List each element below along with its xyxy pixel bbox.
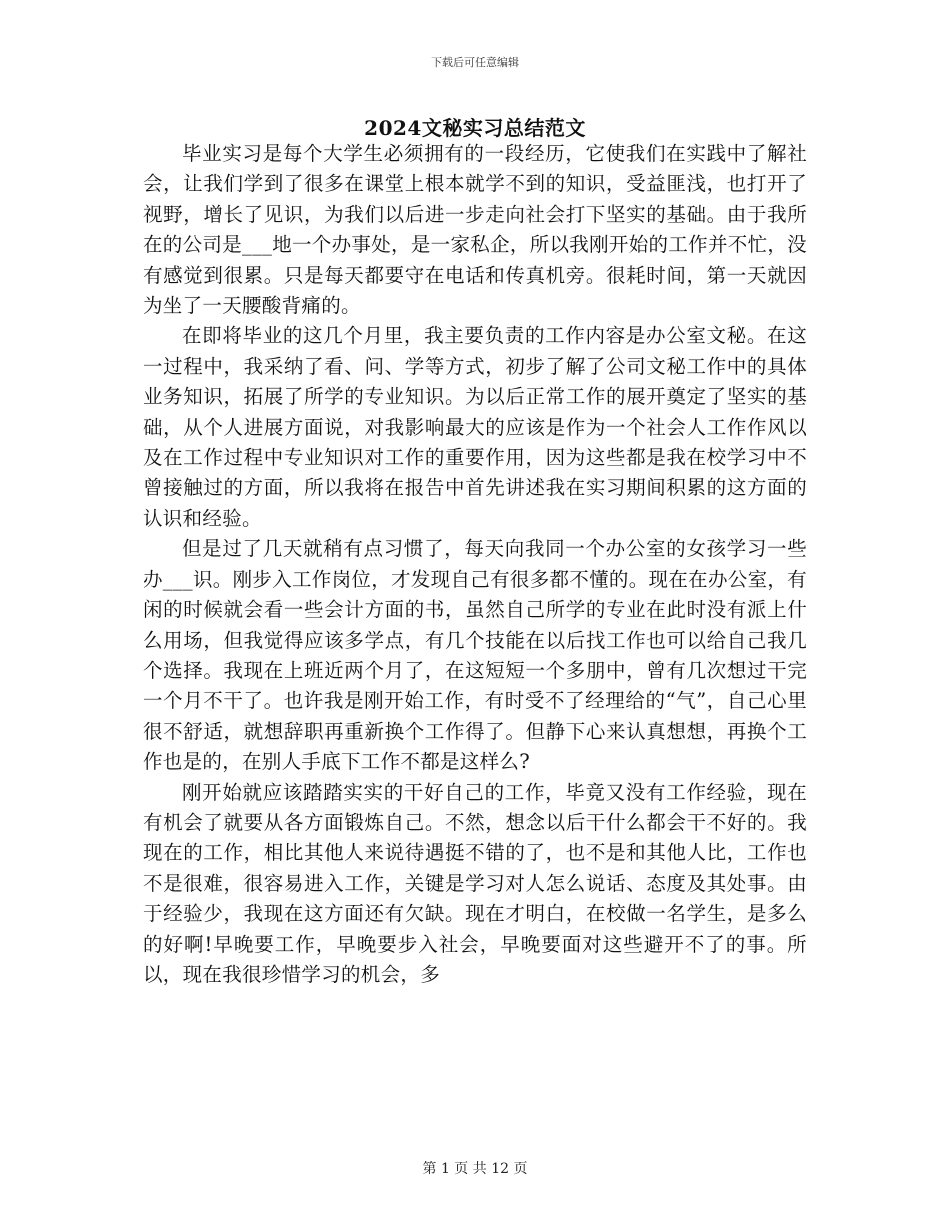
paragraph-4: 刚开始就应该踏踏实实的干好自己的工作，毕竟又没有工作经验，现在有机会了就要从各方面锻炼自己。不然，想念以后干什么都会干不好的。我现在的工作，相比其他人来说待遇挺不错的了，也不是和其他人比，工作也不是很难，很容易进入工作，关键是学习对人怎么说话、态度及其处事。由于经验少，我现在这方面还有欠缺。现在才明白，在校做一名学生，是多么的好啊!早晚要工作，早晚要步入社会，早晚要面对这些避开不了的事。所以，现在我很珍惜学习的机会，多: [143, 780, 807, 986]
document-title: 2024文秘实习总结范文: [364, 116, 586, 140]
document-body: [143, 139, 807, 990]
paragraph-1: 毕业实习是每个大学生必须拥有的一段经历，它使我们在实践中了解社会，让我们学到了很多在课堂上根本就学不到的知识，受益匪浅，也打开了视野，增长了见识，为我们以后进一步走向社会打下坚实的基础。由于我所在的公司是___地一个办事处，是一家私企，所以我刚开始的工作并不忙，没有感觉到很累。只是每天都要守在电话和传真机旁。很耗时间，第一天就因为坐了一天腰酸背痛的。: [143, 142, 807, 318]
paragraph-3: 但是过了几天就稍有点习惯了，每天向我同一个办公室的女孩学习一些办___识。刚步入工作岗位，才发现自己有很多都不懂的。现在在办公室，有闲的时候就会看一些会计方面的书，虽然自己所学的专业在此时没有派上什么用场，但我觉得应该多学点，有几个技能在以后找工作也可以给自己我几个选择。我现在上班近两个月了，在这短短一个多朋中，曾有几次想过干完一个月不干了。也许我是刚开始工作，有时受不了经理给的“气”，自己心里很不舒适，就想辞职再重新换个工作得了。但静下心来认真想想，再换个工作也是的，在别人手底下工作不都是这样么?: [143, 537, 807, 774]
paragraph-2: 在即将毕业的这几个月里，我主要负责的工作内容是办公室文秘。在这一过程中，我采纳了看、问、学等方式，初步了解了公司文秘工作中的具体业务知识，拓展了所学的专业知识。为以后正常工作的展开奠定了坚实的基础，从个人进展方面说，对我影响最大的应该是作为一个社会人工作作风以及在工作过程中专业知识对工作的重要作用，因为这些都是我在校学习中不曾接触过的方面，所以我将在报告中首先讲述我在实习期间积累的这方面的认识和经验。: [143, 324, 807, 530]
header-note: 下载后可任意编辑: [431, 56, 519, 69]
page-number: 第 1 页 共 12 页: [422, 1161, 528, 1177]
